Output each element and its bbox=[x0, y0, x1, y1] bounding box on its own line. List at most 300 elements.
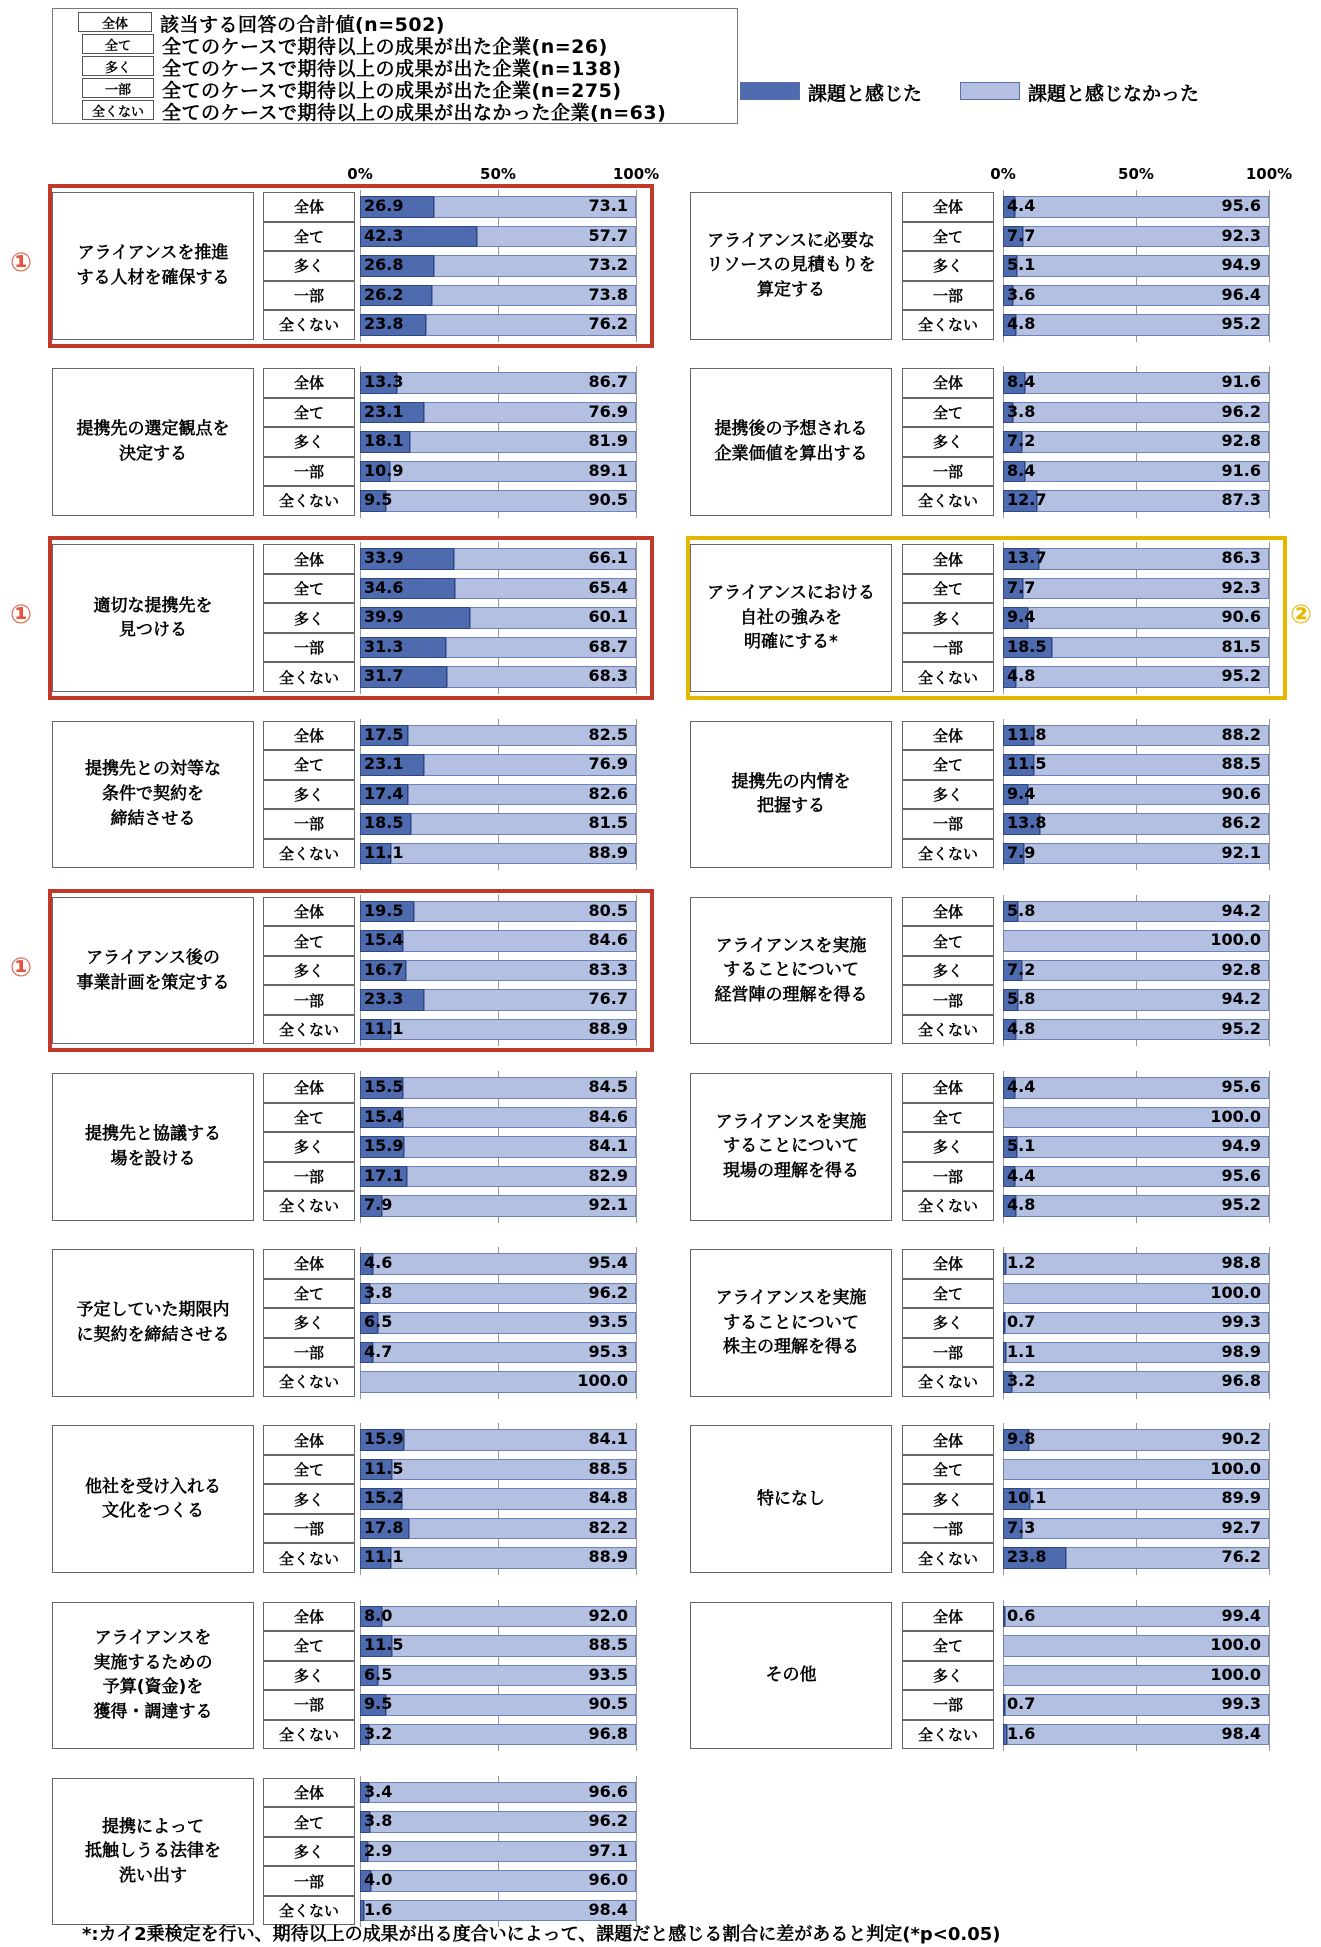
value-label-a: 39.9 bbox=[364, 607, 404, 627]
value-label-b: 76.7 bbox=[588, 989, 628, 1009]
row-label: 全くない bbox=[263, 1015, 355, 1045]
row-label: 全体 bbox=[902, 1073, 994, 1103]
grid-line bbox=[636, 1071, 637, 1223]
row-label: 全体 bbox=[263, 1778, 355, 1808]
row-label: 全体 bbox=[263, 721, 355, 751]
row-label: 多く bbox=[902, 1484, 994, 1514]
row-label: 一部 bbox=[902, 281, 994, 311]
row-label: 全くない bbox=[902, 1720, 994, 1750]
row-label: 多く bbox=[902, 251, 994, 281]
value-label-a: 7.3 bbox=[1007, 1517, 1036, 1537]
value-label-b: 65.4 bbox=[588, 577, 628, 597]
sample-key-desc: 全てのケースで期待以上の成果が出た企業(n=275) bbox=[162, 80, 622, 102]
value-label-b: 76.9 bbox=[588, 401, 628, 421]
value-label-a: 23.1 bbox=[364, 401, 404, 421]
row-label: 一部 bbox=[263, 457, 355, 487]
value-label-a: 4.0 bbox=[364, 1870, 393, 1890]
value-label-b: 91.6 bbox=[1221, 372, 1261, 392]
value-label-a: 17.1 bbox=[364, 1165, 404, 1185]
value-label-b: 84.1 bbox=[588, 1136, 628, 1155]
value-label-a: 4.8 bbox=[1007, 1195, 1036, 1214]
grid-line bbox=[1269, 190, 1270, 342]
value-label-b: 73.8 bbox=[588, 284, 628, 304]
value-label-a: 3.4 bbox=[364, 1781, 393, 1801]
row-label: 全くない bbox=[263, 1720, 355, 1750]
sample-key-desc: 全てのケースで期待以上の成果が出なかった企業(n=63) bbox=[162, 102, 667, 124]
panel-label: 提携先との対等な 条件で契約を 締結させる bbox=[52, 721, 254, 869]
value-label-a: 34.6 bbox=[364, 577, 404, 597]
row-label: 全くない bbox=[902, 662, 994, 692]
value-label-b: 96.0 bbox=[588, 1870, 628, 1890]
value-label-a: 0.7 bbox=[1007, 1694, 1036, 1714]
panel-label: 他社を受け入れる 文化をつくる bbox=[52, 1425, 254, 1573]
row-label: 全て bbox=[902, 574, 994, 604]
value-label-a: 13.8 bbox=[1007, 813, 1047, 833]
row-label: 全くない bbox=[263, 1896, 355, 1926]
row-label: 全て bbox=[902, 398, 994, 428]
row-label: 全体 bbox=[263, 1602, 355, 1632]
value-label-b: 95.6 bbox=[1221, 1165, 1261, 1185]
row-label: 多く bbox=[902, 1132, 994, 1162]
row-label: 全て bbox=[263, 926, 355, 956]
value-label-a: 26.8 bbox=[364, 255, 404, 274]
highlight-frame bbox=[686, 536, 1287, 700]
row-label: 全くない bbox=[902, 1015, 994, 1045]
value-label-b: 88.5 bbox=[588, 1635, 628, 1655]
row-label: 多く bbox=[902, 956, 994, 986]
value-label-a: 7.9 bbox=[1007, 842, 1036, 862]
row-label: 多く bbox=[263, 1132, 355, 1162]
row-label: 全体 bbox=[902, 897, 994, 927]
value-label-b: 82.6 bbox=[588, 783, 628, 803]
row-label: 全くない bbox=[263, 486, 355, 516]
value-label-b: 92.1 bbox=[588, 1195, 628, 1214]
value-label-b: 68.3 bbox=[588, 666, 628, 686]
value-label-a: 15.9 bbox=[364, 1136, 404, 1155]
value-label-b: 98.4 bbox=[588, 1899, 628, 1919]
sample-key-desc: 全てのケースで期待以上の成果が出た企業(n=26) bbox=[162, 36, 608, 58]
row-label: 多く bbox=[263, 251, 355, 281]
panel-label: 提携先の選定観点を 決定する bbox=[52, 368, 254, 516]
value-label-b: 93.5 bbox=[588, 1664, 628, 1684]
row-label: 全体 bbox=[263, 368, 355, 398]
grid-line bbox=[1269, 895, 1270, 1047]
value-label-a: 18.5 bbox=[364, 813, 404, 833]
row-label: 全体 bbox=[902, 721, 994, 751]
value-label-b: 68.7 bbox=[588, 636, 628, 656]
value-label-b: 73.2 bbox=[588, 255, 628, 274]
value-label-a: 8.4 bbox=[1007, 372, 1036, 392]
value-label-a: 26.2 bbox=[364, 284, 404, 304]
highlight-frame bbox=[48, 536, 654, 700]
value-label-b: 95.2 bbox=[1221, 314, 1261, 333]
row-label: 全体 bbox=[263, 1425, 355, 1455]
value-label-b: 96.8 bbox=[1221, 1371, 1261, 1391]
value-label-a: 3.8 bbox=[364, 1282, 393, 1302]
value-label-a: 4.4 bbox=[1007, 196, 1036, 215]
value-label-b: 82.9 bbox=[588, 1165, 628, 1185]
value-label-b: 94.9 bbox=[1221, 1136, 1261, 1155]
value-label-b: 88.9 bbox=[588, 842, 628, 862]
row-label: 多く bbox=[902, 1661, 994, 1691]
value-label-a: 23.8 bbox=[1007, 1547, 1047, 1567]
value-label-b: 98.8 bbox=[1221, 1253, 1261, 1273]
panel-label: アライアンスを 実施するための 予算(資金)を 獲得・調達する bbox=[52, 1602, 254, 1750]
row-label: 一部 bbox=[902, 633, 994, 663]
row-label: 全て bbox=[263, 1103, 355, 1133]
row-label: 一部 bbox=[902, 809, 994, 839]
x-tick-label: 100% bbox=[1245, 165, 1293, 183]
row-label: 全体 bbox=[263, 544, 355, 574]
value-label-b: 94.2 bbox=[1221, 900, 1261, 920]
row-label: 全て bbox=[902, 222, 994, 252]
grid-line bbox=[1269, 1423, 1270, 1575]
value-label-b: 90.5 bbox=[588, 490, 628, 510]
row-label: 一部 bbox=[263, 633, 355, 663]
value-label-b: 88.9 bbox=[588, 1018, 628, 1038]
value-label-a: 11.1 bbox=[364, 1547, 404, 1567]
value-label-a: 7.7 bbox=[1007, 225, 1036, 245]
panel-label: 特になし bbox=[690, 1425, 892, 1573]
value-label-b: 95.6 bbox=[1221, 196, 1261, 215]
value-label-a: 11.5 bbox=[364, 1458, 404, 1478]
row-label: 全て bbox=[263, 1631, 355, 1661]
row-label: 全くない bbox=[902, 1367, 994, 1397]
value-label-b: 99.3 bbox=[1221, 1694, 1261, 1714]
row-label: 一部 bbox=[902, 457, 994, 487]
value-label-a: 9.5 bbox=[364, 490, 393, 510]
row-label: 全て bbox=[263, 1455, 355, 1485]
sample-key-code: 全て bbox=[82, 34, 154, 54]
row-label: 多く bbox=[263, 1661, 355, 1691]
row-label: 全くない bbox=[902, 1543, 994, 1573]
row-label: 一部 bbox=[902, 1514, 994, 1544]
row-label: 全くない bbox=[902, 310, 994, 340]
highlight-marker: ① bbox=[10, 600, 33, 631]
row-label: 全体 bbox=[263, 1073, 355, 1103]
value-label-b: 95.2 bbox=[1221, 1195, 1261, 1214]
row-label: 一部 bbox=[263, 281, 355, 311]
value-label-a: 1.1 bbox=[1007, 1341, 1036, 1361]
value-label-a: 2.9 bbox=[364, 1840, 393, 1860]
row-label: 全体 bbox=[263, 192, 355, 222]
value-label-b: 100.0 bbox=[1210, 1664, 1261, 1684]
value-label-b: 100.0 bbox=[1210, 1282, 1261, 1302]
value-label-a: 11.5 bbox=[364, 1635, 404, 1655]
value-label-a: 9.4 bbox=[1007, 607, 1036, 627]
panel-label: アライアンスを実施 することについて 経営陣の理解を得る bbox=[690, 897, 892, 1045]
panel-label: 提携先の内情を 把握する bbox=[690, 721, 892, 869]
value-label-b: 97.1 bbox=[588, 1840, 628, 1860]
value-label-a: 7.7 bbox=[1007, 577, 1036, 597]
value-label-b: 82.2 bbox=[588, 1517, 628, 1537]
panel-label: アライアンスを実施 することについて 現場の理解を得る bbox=[690, 1073, 892, 1221]
value-label-b: 88.2 bbox=[1221, 724, 1261, 744]
grid-line bbox=[1269, 719, 1270, 871]
row-label: 多く bbox=[263, 1484, 355, 1514]
highlight-marker: ① bbox=[10, 247, 33, 278]
row-label: 一部 bbox=[263, 1866, 355, 1896]
panel-label: アライアンスに必要な リソースの見積もりを 算定する bbox=[690, 192, 892, 340]
x-tick-label: 0% bbox=[347, 165, 373, 183]
row-label: 多く bbox=[263, 1837, 355, 1867]
value-label-b: 99.4 bbox=[1221, 1605, 1261, 1625]
value-label-a: 6.5 bbox=[364, 1312, 393, 1332]
value-label-a: 7.2 bbox=[1007, 959, 1036, 979]
value-label-a: 15.5 bbox=[364, 1077, 404, 1096]
value-label-a: 1.2 bbox=[1007, 1253, 1036, 1273]
value-label-a: 23.8 bbox=[364, 314, 404, 333]
value-label-a: 5.8 bbox=[1007, 989, 1036, 1009]
value-label-b: 96.4 bbox=[1221, 284, 1261, 304]
value-label-a: 9.4 bbox=[1007, 783, 1036, 803]
value-label-b: 90.6 bbox=[1221, 607, 1261, 627]
value-label-b: 83.3 bbox=[588, 959, 628, 979]
value-label-b: 90.5 bbox=[588, 1694, 628, 1714]
value-label-a: 4.4 bbox=[1007, 1165, 1036, 1185]
value-label-b: 80.5 bbox=[588, 900, 628, 920]
row-label: 全て bbox=[902, 750, 994, 780]
value-label-b: 92.0 bbox=[588, 1605, 628, 1625]
row-label: 一部 bbox=[263, 1690, 355, 1720]
value-label-a: 19.5 bbox=[364, 900, 404, 920]
x-tick-label: 100% bbox=[612, 165, 660, 183]
value-label-a: 18.1 bbox=[364, 431, 404, 451]
value-label-b: 96.2 bbox=[588, 1282, 628, 1302]
value-label-a: 4.8 bbox=[1007, 1018, 1036, 1038]
value-label-b: 88.5 bbox=[1221, 754, 1261, 774]
value-label-a: 1.6 bbox=[1007, 1723, 1036, 1743]
value-label-b: 95.6 bbox=[1221, 1077, 1261, 1096]
footnote: *:カイ2乗検定を行い、期待以上の成果が出る度合いによって、課題だと感じる割合に差があると判定(*p<0.05) bbox=[82, 1924, 1001, 1945]
value-label-a: 7.9 bbox=[364, 1195, 393, 1214]
grid-line bbox=[1269, 1071, 1270, 1223]
row-label: 全体 bbox=[263, 1249, 355, 1279]
value-label-b: 91.6 bbox=[1221, 460, 1261, 480]
row-label: 多く bbox=[263, 1308, 355, 1338]
row-label: 全て bbox=[263, 1279, 355, 1309]
legend-swatch-a bbox=[740, 82, 800, 100]
panel-label: 提携後の予想される 企業価値を算出する bbox=[690, 368, 892, 516]
row-label: 全て bbox=[902, 1455, 994, 1485]
value-label-b: 98.4 bbox=[1221, 1723, 1261, 1743]
value-label-a: 10.9 bbox=[364, 460, 404, 480]
row-label: 全体 bbox=[902, 1249, 994, 1279]
row-label: 一部 bbox=[263, 985, 355, 1015]
grid-line bbox=[636, 1776, 637, 1928]
legend-label-a: 課題と感じた bbox=[808, 83, 923, 105]
value-label-a: 11.1 bbox=[364, 1018, 404, 1038]
value-label-b: 96.8 bbox=[588, 1723, 628, 1743]
value-label-b: 81.5 bbox=[1221, 636, 1261, 656]
value-label-a: 4.8 bbox=[1007, 666, 1036, 686]
value-label-b: 98.9 bbox=[1221, 1341, 1261, 1361]
value-label-b: 100.0 bbox=[1210, 1458, 1261, 1478]
value-label-b: 92.8 bbox=[1221, 959, 1261, 979]
value-label-b: 92.1 bbox=[1221, 842, 1261, 862]
row-label: 多く bbox=[902, 780, 994, 810]
value-label-a: 15.2 bbox=[364, 1488, 404, 1508]
value-label-a: 23.1 bbox=[364, 754, 404, 774]
value-label-b: 95.2 bbox=[1221, 666, 1261, 686]
row-label: 全体 bbox=[902, 1602, 994, 1632]
value-label-a: 1.6 bbox=[364, 1899, 393, 1919]
row-label: 全くない bbox=[263, 1191, 355, 1221]
value-label-a: 11.1 bbox=[364, 842, 404, 862]
row-label: 全くない bbox=[902, 486, 994, 516]
row-label: 多く bbox=[902, 603, 994, 633]
value-label-b: 86.2 bbox=[1221, 813, 1261, 833]
value-label-b: 76.2 bbox=[588, 314, 628, 333]
value-label-b: 81.5 bbox=[588, 813, 628, 833]
row-label: 全て bbox=[263, 222, 355, 252]
panel-label: 提携によって 抵触しうる法律を 洗い出す bbox=[52, 1778, 254, 1926]
value-label-a: 23.3 bbox=[364, 989, 404, 1009]
value-label-b: 94.2 bbox=[1221, 989, 1261, 1009]
value-label-a: 3.8 bbox=[1007, 401, 1036, 421]
value-label-a: 10.1 bbox=[1007, 1488, 1047, 1508]
row-label: 全体 bbox=[902, 192, 994, 222]
row-label: 一部 bbox=[902, 1690, 994, 1720]
value-label-a: 4.6 bbox=[364, 1253, 393, 1273]
highlight-marker: ② bbox=[1290, 600, 1313, 631]
value-label-a: 17.4 bbox=[364, 783, 404, 803]
row-label: 全くない bbox=[263, 310, 355, 340]
grid-line bbox=[636, 1247, 637, 1399]
value-label-b: 96.6 bbox=[588, 1781, 628, 1801]
value-label-b: 92.3 bbox=[1221, 225, 1261, 245]
row-label: 多く bbox=[902, 1308, 994, 1338]
value-label-b: 100.0 bbox=[1210, 1106, 1261, 1126]
value-label-b: 92.7 bbox=[1221, 1517, 1261, 1537]
row-label: 一部 bbox=[263, 809, 355, 839]
value-label-b: 88.9 bbox=[588, 1547, 628, 1567]
value-label-b: 90.2 bbox=[1221, 1429, 1261, 1449]
value-label-a: 7.2 bbox=[1007, 431, 1036, 451]
value-label-a: 13.7 bbox=[1007, 548, 1047, 568]
value-label-b: 86.3 bbox=[1221, 548, 1261, 568]
value-label-a: 3.2 bbox=[1007, 1371, 1036, 1391]
row-label: 一部 bbox=[263, 1338, 355, 1368]
panel-label: アライアンスを実施 することについて 株主の理解を得る bbox=[690, 1249, 892, 1397]
value-label-b: 100.0 bbox=[1210, 930, 1261, 950]
value-label-b: 87.3 bbox=[1221, 490, 1261, 510]
grid-line bbox=[636, 366, 637, 518]
row-label: 全体 bbox=[902, 544, 994, 574]
value-label-b: 76.2 bbox=[1221, 1547, 1261, 1567]
x-tick-label: 50% bbox=[480, 165, 516, 183]
row-label: 全て bbox=[263, 750, 355, 780]
value-label-a: 5.1 bbox=[1007, 255, 1036, 274]
value-label-a: 4.4 bbox=[1007, 1077, 1036, 1096]
row-label: 全くない bbox=[263, 662, 355, 692]
value-label-b: 76.9 bbox=[588, 754, 628, 774]
value-label-a: 42.3 bbox=[364, 225, 404, 245]
row-label: 一部 bbox=[902, 1338, 994, 1368]
panel-label: その他 bbox=[690, 1602, 892, 1750]
value-label-b: 100.0 bbox=[1210, 1635, 1261, 1655]
sample-key-code: 多く bbox=[82, 56, 154, 76]
value-label-b: 90.6 bbox=[1221, 783, 1261, 803]
value-label-a: 0.6 bbox=[1007, 1605, 1036, 1625]
value-label-a: 16.7 bbox=[364, 959, 404, 979]
value-label-a: 4.8 bbox=[1007, 314, 1036, 333]
value-label-b: 93.5 bbox=[588, 1312, 628, 1332]
value-label-a: 8.4 bbox=[1007, 460, 1036, 480]
value-label-b: 84.5 bbox=[588, 1077, 628, 1096]
value-label-a: 3.6 bbox=[1007, 284, 1036, 304]
value-label-b: 94.9 bbox=[1221, 255, 1261, 274]
panel-label: アライアンスにおける 自社の強みを 明確にする* bbox=[690, 544, 892, 692]
row-label: 全くない bbox=[263, 1367, 355, 1397]
row-label: 一部 bbox=[902, 1162, 994, 1192]
panel-label: アライアンスを推進 する人材を確保する bbox=[52, 192, 254, 340]
grid-line bbox=[1269, 1600, 1270, 1752]
grid-line bbox=[1269, 366, 1270, 518]
value-label-a: 31.3 bbox=[364, 636, 404, 656]
value-label-b: 84.6 bbox=[588, 1106, 628, 1126]
row-label: 全て bbox=[902, 1279, 994, 1309]
sample-key-desc: 該当する回答の合計値(n=502) bbox=[160, 14, 445, 36]
value-label-b: 73.1 bbox=[588, 196, 628, 215]
value-label-a: 18.5 bbox=[1007, 636, 1047, 656]
value-label-b: 86.7 bbox=[588, 372, 628, 392]
row-label: 一部 bbox=[902, 985, 994, 1015]
panel-label: 提携先と協議する 場を設ける bbox=[52, 1073, 254, 1221]
row-label: 全て bbox=[263, 574, 355, 604]
value-label-b: 99.3 bbox=[1221, 1312, 1261, 1332]
panel-label: 適切な提携先を 見つける bbox=[52, 544, 254, 692]
value-label-a: 0.7 bbox=[1007, 1312, 1036, 1332]
value-label-b: 89.9 bbox=[1221, 1488, 1261, 1508]
value-label-b: 95.2 bbox=[1221, 1018, 1261, 1038]
value-label-a: 5.1 bbox=[1007, 1136, 1036, 1155]
row-label: 多く bbox=[263, 603, 355, 633]
row-label: 全くない bbox=[902, 1191, 994, 1221]
row-label: 一部 bbox=[263, 1162, 355, 1192]
value-label-a: 13.3 bbox=[364, 372, 404, 392]
panel-label: 予定していた期限内 に契約を締結させる bbox=[52, 1249, 254, 1397]
x-tick-label: 0% bbox=[990, 165, 1016, 183]
value-label-a: 15.4 bbox=[364, 1106, 404, 1126]
panel-label: アライアンス後の 事業計画を策定する bbox=[52, 897, 254, 1045]
value-label-a: 17.8 bbox=[364, 1517, 404, 1537]
value-label-b: 60.1 bbox=[588, 607, 628, 627]
sample-key-code: 一部 bbox=[82, 78, 154, 98]
row-label: 多く bbox=[902, 427, 994, 457]
value-label-b: 82.5 bbox=[588, 724, 628, 744]
value-label-b: 84.1 bbox=[588, 1429, 628, 1449]
sample-key-code: 全体 bbox=[78, 12, 152, 32]
row-label: 全くない bbox=[902, 839, 994, 869]
row-label: 多く bbox=[263, 956, 355, 986]
value-label-a: 4.7 bbox=[364, 1341, 393, 1361]
value-label-a: 8.0 bbox=[364, 1605, 393, 1625]
value-label-b: 92.8 bbox=[1221, 431, 1261, 451]
value-label-a: 15.4 bbox=[364, 930, 404, 950]
row-label: 全体 bbox=[263, 897, 355, 927]
value-label-a: 33.9 bbox=[364, 548, 404, 568]
sample-key-desc: 全てのケースで期待以上の成果が出た企業(n=138) bbox=[162, 58, 622, 80]
value-label-a: 3.2 bbox=[364, 1723, 393, 1743]
grid-line bbox=[1269, 1247, 1270, 1399]
value-label-b: 95.3 bbox=[588, 1341, 628, 1361]
value-label-b: 88.5 bbox=[588, 1458, 628, 1478]
grid-line bbox=[636, 1600, 637, 1752]
row-label: 多く bbox=[263, 780, 355, 810]
value-label-a: 12.7 bbox=[1007, 490, 1047, 510]
value-label-b: 57.7 bbox=[588, 225, 628, 245]
